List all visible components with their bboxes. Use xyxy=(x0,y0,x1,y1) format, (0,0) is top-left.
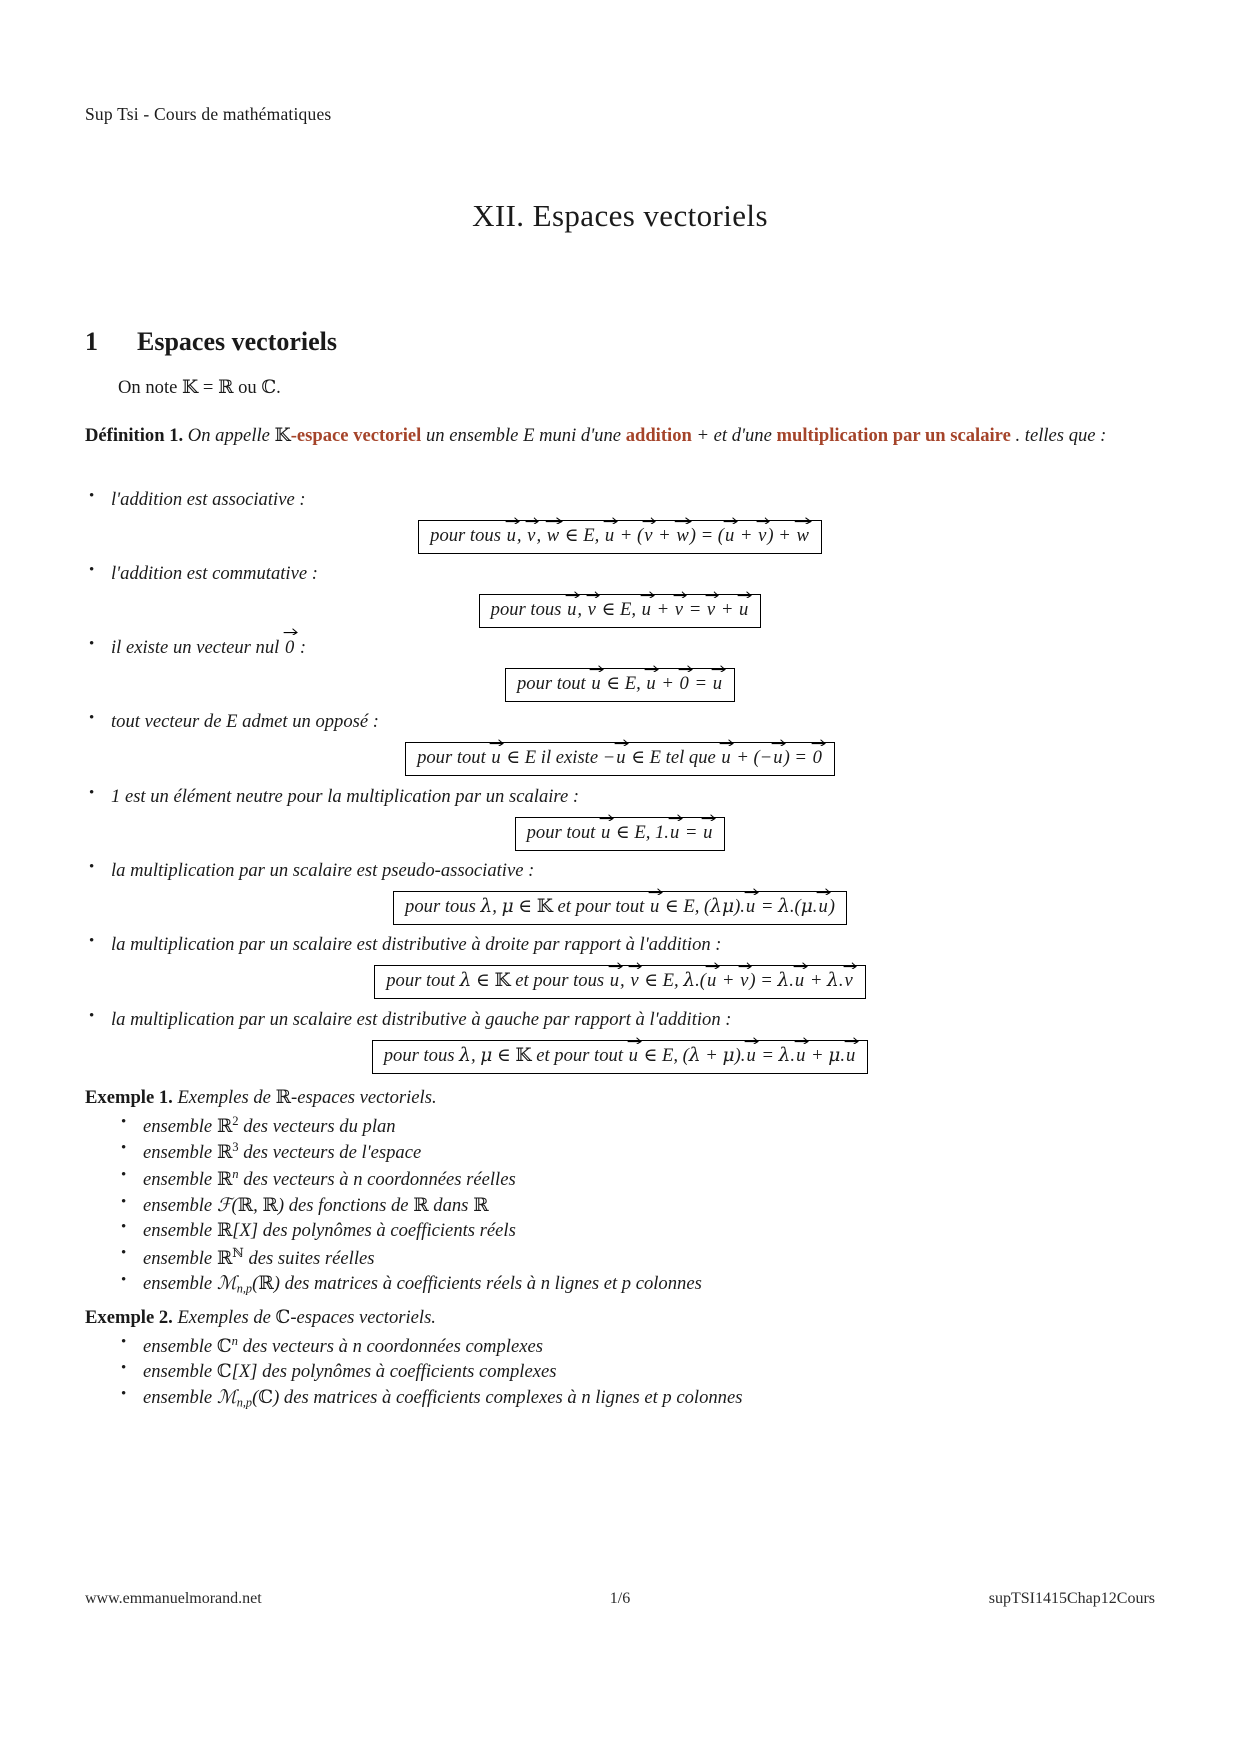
list-item: • ensemble ℳ$_{n,p}$(ℂ) des matrices à coefficients complexes à n lignes et p colonnes xyxy=(85,1385,1105,1411)
field-symbol-R: ℝ xyxy=(218,377,234,398)
list-item: • ensemble ℂ$^n$ des vecteurs à n coordonnées complexes xyxy=(85,1333,1105,1360)
definition-term-espace-vectoriel: -espace vectoriel xyxy=(290,425,422,446)
axiom-opposite xyxy=(85,710,1085,735)
axiom-statement-list xyxy=(85,636,1085,661)
formula-box: pour tous u, v ∈ E, u + v = v + u xyxy=(479,594,762,628)
definition-term-addition: addition xyxy=(625,425,692,446)
axiom-statement: • tout vecteur de E admet un opposé : xyxy=(85,710,1085,735)
axiom-statement-list xyxy=(85,488,1085,513)
example-1-block xyxy=(85,1086,1105,1298)
definition-lead-2: un ensemble xyxy=(421,425,524,446)
axiom-formula-unit-scalar-row xyxy=(85,817,1155,851)
axiom-formula-left-distributivity-row xyxy=(85,1040,1155,1074)
list-item: • ensemble ℳ$_{n,p}$(ℝ) des matrices à coefficients réels à n lignes et p colonnes xyxy=(85,1271,1105,1297)
axiom-statement-list xyxy=(85,562,1085,587)
definition-lead-3: muni d'une xyxy=(534,425,626,446)
definition-lead-1: On appelle xyxy=(187,425,275,446)
list-item: • ensemble ℝ$^ℕ$ des suites réelles xyxy=(85,1244,1105,1272)
example-2-label: Exemple 2. xyxy=(85,1307,173,1328)
page-title: XII. Espaces vectoriels xyxy=(472,198,768,233)
section-heading xyxy=(85,327,337,357)
axiom-statement-list xyxy=(85,933,1105,958)
axiom-left-distributivity xyxy=(85,1008,1105,1033)
axiom-associativity xyxy=(85,488,1085,513)
list-item: • ensemble ℝ$^n$ des vecteurs à n coordonnées réelles xyxy=(85,1166,1105,1193)
definition-lead-4: + et d'une xyxy=(691,425,777,446)
example-2-caption: Exemples de ℂ-espaces vectoriels. xyxy=(177,1307,436,1328)
running-header: Sup Tsi - Cours de mathématiques xyxy=(85,104,332,124)
footer-document-code: supTSI1415Chap12Cours xyxy=(988,1590,1155,1607)
axiom-statement: • la multiplication par un scalaire est pseudo-associative : xyxy=(85,859,1085,884)
axiom-right-distributivity xyxy=(85,933,1105,958)
formula-box: pour tous λ, μ ∈ 𝕂 et pour tout u ∈ E, (λμ). u = λ.(μ. u) xyxy=(393,891,847,925)
section-title: Espaces vectoriels xyxy=(137,327,338,356)
formula-box: pour tous u, v, w ∈ E, u + ( v + w) = ( u + v) + w xyxy=(418,520,822,554)
axiom-formula-associativity-row xyxy=(85,520,1155,554)
axiom-statement-list xyxy=(85,710,1085,735)
definition-set-symbol: E xyxy=(523,425,535,446)
example-1-list xyxy=(85,1113,1105,1298)
axiom-formula-right-distributivity-row xyxy=(85,965,1155,999)
axiom-statement-list xyxy=(85,859,1085,884)
formula-box: pour tout u ∈ E il existe − u ∈ E tel que u + (− u) = 0 xyxy=(405,742,835,776)
axiom-statement-list xyxy=(85,1008,1105,1033)
axiom-statement-list xyxy=(85,785,1085,810)
example-1-caption: Exemples de ℝ-espaces vectoriels. xyxy=(177,1087,437,1108)
axiom-commutativity xyxy=(85,562,1085,587)
definition-field-symbol: 𝕂 xyxy=(274,425,291,446)
definition-term-multiplication-scalaire: multiplication par un scalaire xyxy=(776,425,1011,446)
example-1-heading xyxy=(85,1086,1105,1111)
field-symbol-K: 𝕂 xyxy=(182,377,199,398)
footer-page-number: 1/6 xyxy=(609,1590,631,1607)
definition-label: Définition 1. xyxy=(85,425,184,446)
footer-website: www.emmanuelmorand.net xyxy=(85,1590,262,1607)
axiom-statement: • l'addition est commutative : xyxy=(85,562,1085,587)
example-2-heading xyxy=(85,1306,1105,1331)
axiom-formula-zero-vector-row xyxy=(85,668,1155,702)
list-item: • ensemble ℂ[X] des polynômes à coefficients complexes xyxy=(85,1359,1105,1384)
axiom-formula-pseudo-associativity-row xyxy=(85,891,1155,925)
axiom-statement: • l'addition est associative : xyxy=(85,488,1085,513)
definition-block xyxy=(85,424,1155,449)
formula-box: pour tous λ, μ ∈ 𝕂 et pour tout u ∈ E, (λ + μ). u = λ. u + μ. u xyxy=(372,1040,869,1074)
axiom-unit-scalar xyxy=(85,785,1085,810)
example-2-block xyxy=(85,1306,1105,1411)
intro-paragraph: On note 𝕂 = ℝ ou ℂ. xyxy=(118,377,281,398)
example-1-label: Exemple 1. xyxy=(85,1087,173,1108)
axiom-formula-commutativity-row xyxy=(85,594,1155,628)
axiom-statement: • 1 est un élément neutre pour la multiplication par un scalaire : xyxy=(85,785,1085,810)
formula-box: pour tout λ ∈ 𝕂 et pour tous u, v ∈ E, λ.( u + v) = λ. u + λ. v xyxy=(374,965,866,999)
definition-lead-5: . telles que : xyxy=(1010,425,1107,446)
axiom-statement: • la multiplication par un scalaire est distributive à droite par rapport à l'addition : xyxy=(85,933,1105,958)
axiom-pseudo-associativity xyxy=(85,859,1085,884)
formula-box: pour tout u ∈ E, 1. u = u xyxy=(515,817,726,851)
axiom-formula-opposite-row xyxy=(85,742,1155,776)
axiom-zero-vector xyxy=(85,636,1085,661)
field-symbol-C: ℂ xyxy=(261,377,277,398)
list-item: • ensemble ℝ$^3$ des vecteurs de l'espace xyxy=(85,1139,1105,1166)
list-item: • ensemble ℝ[X] des polynômes à coefficients réels xyxy=(85,1218,1105,1243)
section-number: 1 xyxy=(85,327,98,356)
list-item: • ensemble ℝ$^2$ des vecteurs du plan xyxy=(85,1113,1105,1140)
list-item: • ensemble ℱ(ℝ, ℝ) des fonctions de ℝ dans ℝ xyxy=(85,1193,1105,1218)
example-2-list xyxy=(85,1333,1105,1411)
formula-box: pour tout u ∈ E, u + 0 = u xyxy=(505,668,735,702)
axiom-statement: • il existe un vecteur nul 0 : xyxy=(85,636,1085,661)
axiom-statement: • la multiplication par un scalaire est distributive à gauche par rapport à l'addition : xyxy=(85,1008,1105,1033)
